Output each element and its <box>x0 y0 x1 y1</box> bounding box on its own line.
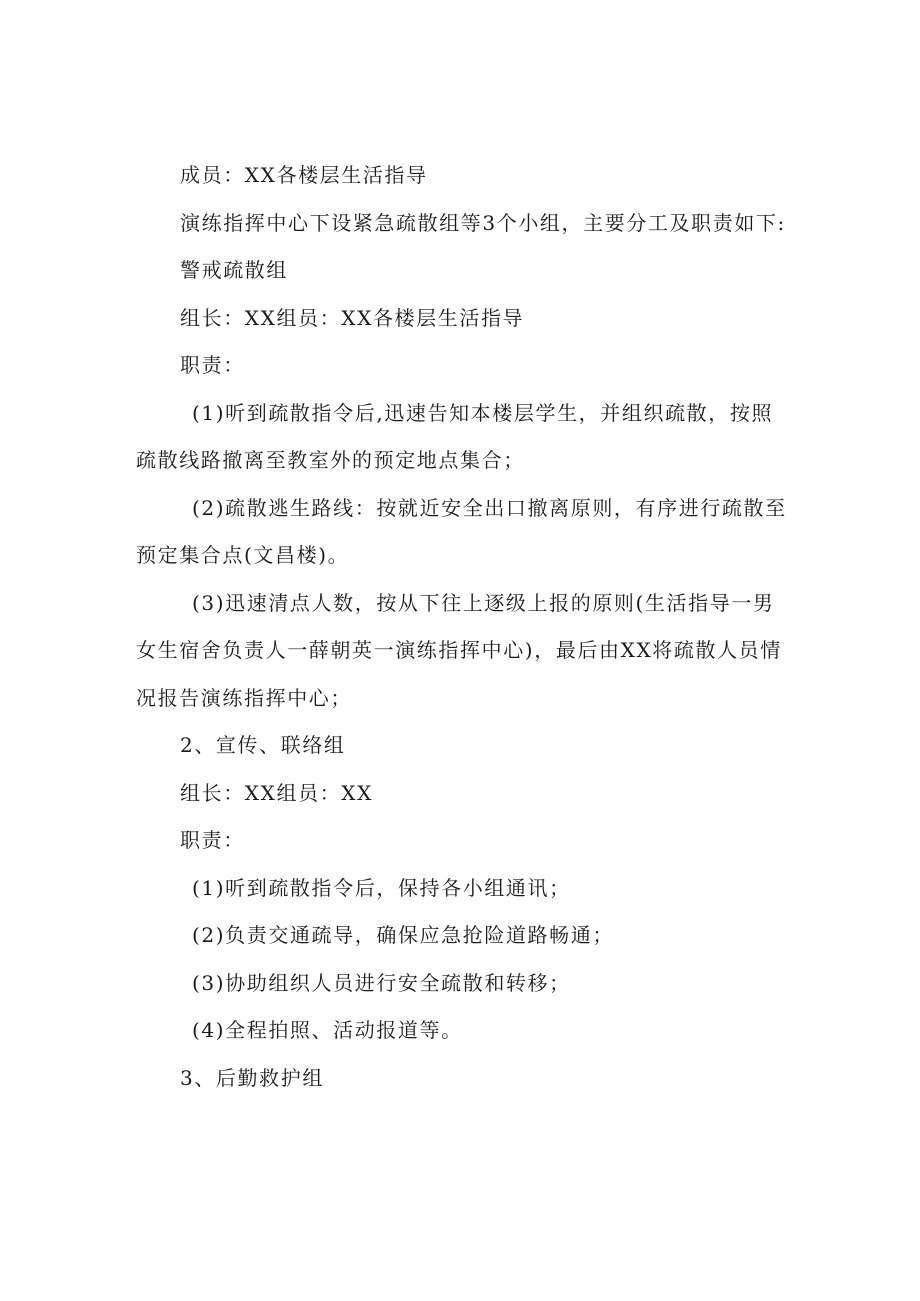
duty-item: (2)负责交通疏导，确保应急抢险道路畅通； <box>192 923 614 947</box>
document-body <box>136 152 788 1102</box>
paragraph-evacuation-leader: 组长：XX组员：XX各楼层生活指导 <box>180 305 525 330</box>
label-duties: 职责： <box>180 828 245 852</box>
paragraph-liaison-leader: 组长：XX组员：XX <box>180 780 373 805</box>
label-duties: 职责： <box>180 353 245 377</box>
duty-item: (1)听到疏散指令后,迅速告知本楼层学生，并组织疏散，按照疏散线路撤离至教室外的预定地点集合； <box>136 400 774 472</box>
paragraph-groups-intro: 演练指挥中心下设紧急疏散组等3个小组，主要分工及职责如下: <box>180 210 786 235</box>
duty-item: (3)迅速清点人数，按从下往上逐级上报的原则(生活指导一男女生宿舍负责人一薛朝英一演练指挥中心)，最后由XX将疏散人员情况报告演练指挥中心； <box>136 590 782 710</box>
duty-item: (4)全程拍照、活动报道等。 <box>192 1018 463 1042</box>
heading-liaison-group: 2、宣传、联络组 <box>180 733 346 757</box>
duty-item: (1)听到疏散指令后，保持各小组通讯； <box>192 875 571 900</box>
duty-item: (2)疏散逃生路线：按就近安全出口撤离原则，有序进行疏散至预定集合点(文昌楼)。 <box>136 495 787 567</box>
paragraph-members: 成员：XX各楼层生活指导 <box>180 163 428 187</box>
duty-item: (3)协助组织人员进行安全疏散和转移； <box>192 970 571 995</box>
heading-evacuation-group: 警戒疏散组 <box>180 258 288 282</box>
heading-logistics-group: 3、后勤救护组 <box>180 1065 324 1090</box>
